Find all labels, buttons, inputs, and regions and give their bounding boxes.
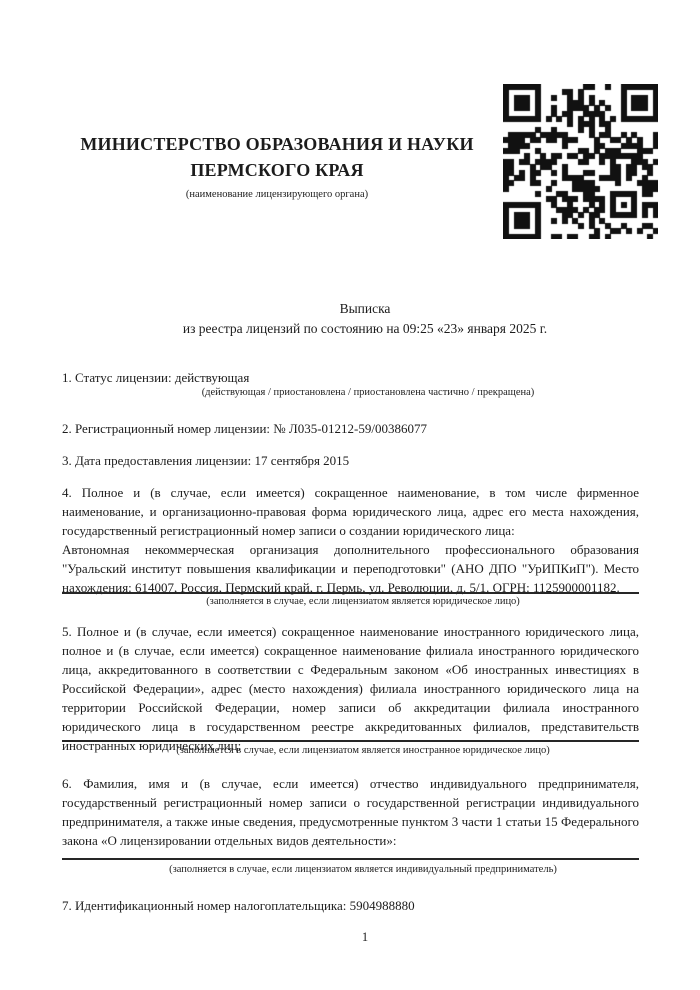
ministry-name-line2: ПЕРМСКОГО КРАЯ	[190, 160, 364, 180]
ministry-name-line1: МИНИСТЕРСТВО ОБРАЗОВАНИЯ И НАУКИ	[80, 134, 474, 154]
individual-entrepreneur-question: 6. Фамилия, имя и (в случае, если имеется) отчество индивидуального предпринимателя, государственный регистрационный номер записи о государственной регистрации индивидуального предпринимателя, а также иные сведения, предусмотренные пунктом 3 части 1 статьи 15 Федерального закона «О лицензировании отдельных видов деятельности»:	[62, 776, 639, 848]
foreign-entity-fill-note: (заполняется в случае, если лицензиатом является иностранное юридическое лицо)	[176, 745, 550, 756]
document-title-line2: из реестра лицензий по состоянию на 09:25 «23» января 2025 г.	[182, 321, 548, 336]
legal-entity-answer: Автономная некоммерческая организация дополнительного профессионального образования "Уральский институт повышения квалификации и переподготовки" (АНО ДПО "УрИПКиП"). Место нахождения: 614007, Россия, Пермский край, г. Пермь, ул. Революции, д. 5/1. ОГРН: 1125900001182.	[62, 542, 639, 595]
legal-entity-fill-note: (заполняется в случае, если лицензиатом является юридическое лицо)	[206, 596, 520, 607]
license-grant-date: 3. Дата предоставления лицензии: 17 сентября 2015	[62, 453, 350, 468]
legal-entity-section	[62, 483, 639, 597]
document-title-line1: Выписка	[339, 301, 391, 316]
foreign-entity-section	[62, 622, 639, 755]
individual-entrepreneur-section	[62, 774, 639, 850]
license-status-options-caption: (действующая / приостановлена / приостановлена частично / прекращена)	[201, 387, 535, 398]
individual-entrepreneur-answer-line	[62, 858, 639, 860]
page-number: 1	[361, 930, 369, 944]
foreign-entity-answer-line	[62, 740, 639, 742]
legal-entity-question: 4. Полное и (в случае, если имеется) сокращенное наименование, в том числе фирменное наименование, и организационно-правовая форма юридического лица, адрес его места нахождения, государственный регистрационный номер записи о создании юридического лица:	[62, 485, 639, 538]
registration-number: 2. Регистрационный номер лицензии: № Л035-01212-59/00386077	[62, 421, 428, 436]
licensing-authority-caption: (наименование лицензирующего органа)	[185, 189, 369, 200]
taxpayer-id: 7. Идентификационный номер налогоплательщика: 5904988880	[62, 898, 415, 913]
document-title	[77, 299, 653, 339]
license-status: 1. Статус лицензии: действующая	[62, 370, 250, 385]
licensing-authority-header	[57, 131, 497, 200]
foreign-entity-question: 5. Полное и (в случае, если имеется) сокращенное наименование иностранного юридического лица, полное и (в случае, если имеется) сокращенное наименование филиала иностранного юридического лица, аккредитованного в соответствии с Федеральным законом «Об иностранных инвестициях в Российской Федерации», адрес (место нахождения) филиала иностранного юридического лица на территории Российской Федерации, номер записи об аккредитации филиала иностранного юридического лица в государственном реестре аккредитованных филиалов, представительств иностранных юридических лиц:	[62, 624, 639, 753]
legal-entity-answer-line	[62, 592, 639, 594]
qr-code-icon	[503, 84, 658, 239]
individual-entrepreneur-fill-note: (заполняется в случае, если лицензиатом является индивидуальный предприниматель)	[169, 864, 557, 875]
